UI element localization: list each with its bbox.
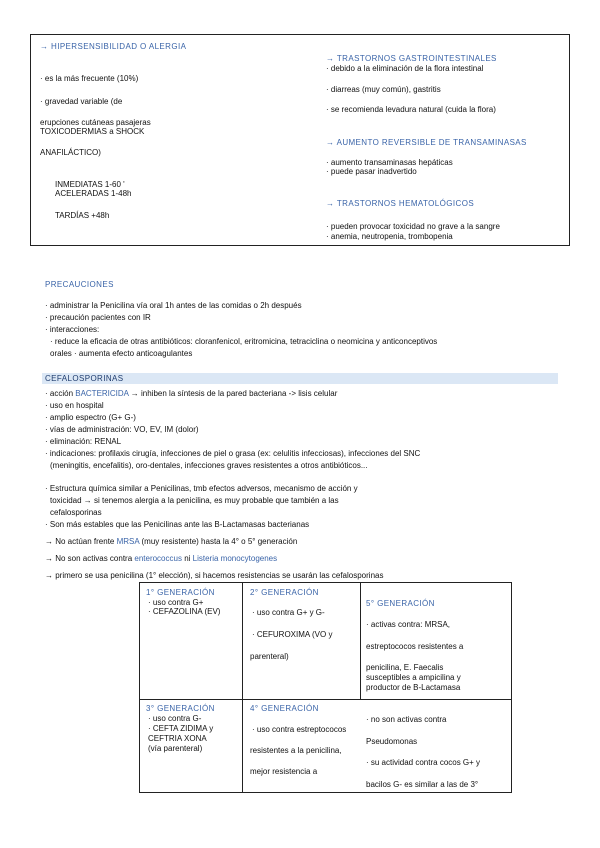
ceph-line: · amplio espectro (G+ G-) bbox=[45, 413, 136, 422]
hypersensitivity-heading: → HIPERSENSIBILIDAD O ALERGIA bbox=[40, 42, 187, 51]
gen2-line: · CEFUROXIMA (VO y bbox=[252, 630, 333, 639]
table-divider bbox=[242, 582, 243, 793]
gi-line: · se recomienda levadura natural (cuida la flora) bbox=[326, 105, 496, 114]
transaminases-heading: → AUMENTO REVERSIBLE DE TRANSAMINASAS bbox=[326, 138, 527, 147]
gen1-line: · uso contra G+ bbox=[148, 598, 204, 607]
gi-line: · diarreas (muy común), gastritis bbox=[326, 85, 441, 94]
ceph-line: · eliminación: RENAL bbox=[45, 437, 122, 446]
ceph-action-prefix: · acción bbox=[45, 389, 76, 398]
cephalosporins-heading: CEFALOSPORINAS bbox=[45, 374, 124, 383]
gi-heading: → TRASTORNOS GASTROINTESTINALES bbox=[326, 54, 497, 63]
hypersens-line: ANAFILÁCTICO) bbox=[40, 148, 101, 157]
gen5-line: · su actividad contra cocos G+ y bbox=[366, 758, 481, 767]
ceph-line: · Estructura química similar a Penicilinas, tmb efectos adversos, mecanismo de acción y bbox=[45, 484, 358, 493]
precaution-line: orales · aumenta efecto anticoagulantes bbox=[50, 349, 193, 358]
precaution-line: · administrar la Penicilina vía oral 1h antes de las comidas o 2h después bbox=[45, 301, 302, 310]
gen3-line: · CEFTA ZIDIMA y bbox=[148, 724, 214, 733]
gen5-line: productor de B-Lactamasa bbox=[366, 683, 461, 692]
ceph-line: (meningitis, encefalitis), oro-dentales, infecciones graves resistentes a otros antibióticos... bbox=[50, 461, 368, 470]
ceph-line: toxicidad → si tenemos alergia a la penicilina, es muy probable que también a las bbox=[50, 496, 339, 505]
entero-mid: ni bbox=[181, 554, 193, 563]
gen5-line: susceptibles a ampicilina y bbox=[366, 673, 461, 682]
precaution-line: · interacciones: bbox=[45, 325, 100, 334]
mrsa-suffix: (muy resistente) hasta la 4° o 5° generación bbox=[139, 537, 298, 546]
reaction-type: TARDÍAS +48h bbox=[55, 211, 110, 220]
gi-line: · debido a la eliminación de la flora intestinal bbox=[326, 64, 484, 73]
gen5-line: Pseudomonas bbox=[366, 737, 418, 746]
bactericida-keyword: BACTERICIDA bbox=[75, 389, 129, 398]
ceph-line: · indicaciones: profilaxis cirugía, infecciones de piel o grasa (ex: celulitis infecciosas), infecciones del SNC bbox=[45, 449, 421, 458]
gen5-line: bacilos G- es similar a las de 3° bbox=[366, 780, 479, 789]
gen5-line: · activas contra: MRSA, bbox=[366, 620, 451, 629]
gen4-line: resistentes a la penicilina, bbox=[250, 746, 342, 755]
hematologic-heading: → TRASTORNOS HEMATOLÓGICOS bbox=[326, 199, 475, 208]
gen3-line: · uso contra G- bbox=[148, 714, 202, 723]
gen5-line: · no son activas contra bbox=[366, 715, 447, 724]
gen3-line: (vía parenteral) bbox=[148, 744, 203, 753]
gen4-line: mejor resistencia a bbox=[250, 767, 318, 776]
mrsa-prefix: → No actúan frente bbox=[45, 537, 117, 546]
ceph-line: → primero se usa penicilina (1° elección), si hacemos resistencias se usarán las cefalosporinas bbox=[45, 571, 384, 580]
gen2-line: parenteral) bbox=[250, 652, 289, 661]
gen4-title: 4° GENERACIÓN bbox=[250, 704, 319, 713]
enterococcus-keyword: enterococcus bbox=[134, 554, 182, 563]
ceph-line: · Son más estables que las Penicilinas ante las B-Lactamasas bacterianas bbox=[45, 520, 310, 529]
gen5-line: penicilina, E. Faecalis bbox=[366, 663, 444, 672]
mrsa-line bbox=[45, 537, 297, 547]
ceph-action-line bbox=[45, 389, 337, 399]
entero-prefix: → No son activas contra bbox=[45, 554, 135, 563]
hematologic-line: · pueden provocar toxicidad no grave a la sangre bbox=[326, 222, 500, 231]
reaction-type: INMEDIATAS 1-60 ' bbox=[55, 180, 125, 189]
transaminases-line: · puede pasar inadvertido bbox=[326, 167, 417, 176]
hypersens-line: · es la más frecuente (10%) bbox=[40, 74, 139, 83]
gen3-line: CEFTRIA XONA bbox=[148, 734, 207, 743]
gen3-title: 3° GENERACIÓN bbox=[146, 704, 215, 713]
gen5-line: estreptococos resistentes a bbox=[366, 642, 464, 651]
precautions-heading: PRECAUCIONES bbox=[45, 280, 114, 289]
ceph-line: · uso en hospital bbox=[45, 401, 104, 410]
hypersens-line: TOXICODERMIAS a SHOCK bbox=[40, 127, 145, 136]
hypersens-line: erupciones cutáneas pasajeras bbox=[40, 118, 151, 127]
gen1-line: · CEFAZOLINA (EV) bbox=[148, 607, 221, 616]
gen1-title: 1° GENERACIÓN bbox=[146, 588, 215, 597]
precaution-line: · reduce la eficacia de otras antibióticos: cloranfenicol, eritromicina, tetraciclina o neomicina y anticonceptivos bbox=[50, 337, 438, 346]
transaminases-line: · aumento transaminasas hepáticas bbox=[326, 158, 453, 167]
table-divider bbox=[139, 699, 512, 700]
enterococcus-line bbox=[45, 554, 277, 564]
ceph-action-suffix: → inhiben la síntesis de la pared bacteriana -> lisis celular bbox=[128, 389, 338, 398]
reaction-type: ACELERADAS 1-48h bbox=[55, 189, 132, 198]
gen5-title: 5° GENERACIÓN bbox=[366, 599, 435, 608]
mrsa-keyword: MRSA bbox=[116, 537, 140, 546]
gen4-line: · uso contra estreptococos bbox=[252, 725, 347, 734]
precaution-line: · precaución pacientes con IR bbox=[45, 313, 151, 322]
hypersens-line: · gravedad variable (de bbox=[40, 97, 123, 106]
gen2-title: 2° GENERACIÓN bbox=[250, 588, 319, 597]
hematologic-line: · anemia, neutropenia, trombopenia bbox=[326, 232, 453, 241]
listeria-keyword: Listeria monocytogenes bbox=[192, 554, 278, 563]
table-divider bbox=[360, 582, 361, 700]
ceph-line: · vías de administración: VO, EV, IM (dolor) bbox=[45, 425, 199, 434]
ceph-line: cefalosporinas bbox=[50, 508, 102, 517]
gen2-line: · uso contra G+ y G- bbox=[252, 608, 325, 617]
